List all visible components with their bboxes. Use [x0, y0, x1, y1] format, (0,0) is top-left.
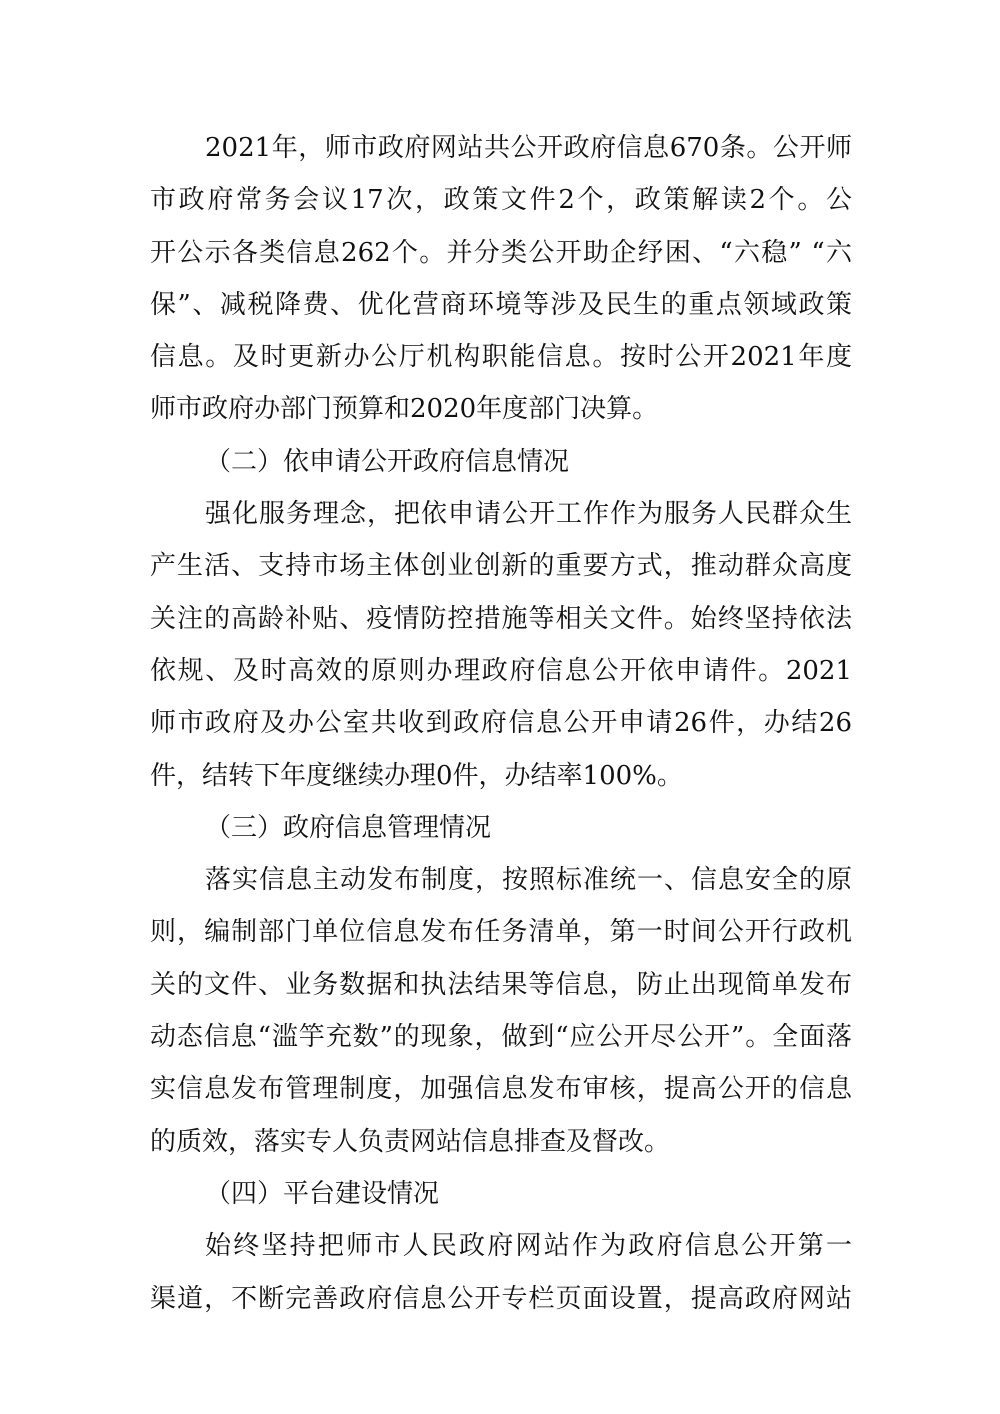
- paragraph-line: 师市政府及办公室共收到政府信息公开申请26件，办结26: [150, 708, 852, 739]
- paragraph-line: 关注的高龄补贴、疫情防控措施等相关文件。始终坚持依法: [150, 603, 852, 634]
- section-heading: （三）政府信息管理情况: [205, 812, 492, 843]
- paragraph-line: 信息。及时更新办公厅机构职能信息。按时公开2021年度: [150, 342, 852, 373]
- paragraph-line: 市政府常务会议17次，政策文件2个，政策解读2个。公: [150, 185, 852, 216]
- paragraph-line: 动态信息“滥竽充数”的现象，做到“应公开尽公开”。全面落: [150, 1022, 852, 1053]
- paragraph-line: 保”、减税降费、优化营商环境等涉及民生的重点领域政策: [150, 289, 852, 320]
- paragraph-line: 件，结转下年度继续办理0件，办结率100%。: [150, 760, 683, 791]
- section-heading: （二）依申请公开政府信息情况: [205, 446, 570, 477]
- document-body: [150, 122, 852, 1325]
- paragraph-line: 渠道，不断完善政府信息公开专栏页面设置，提高政府网站: [150, 1283, 852, 1314]
- paragraph-line: 师市政府办部门预算和2020年度部门决算。: [150, 394, 659, 425]
- paragraph-line: 产生活、支持市场主体创业创新的重要方式，推动群众高度: [150, 551, 852, 582]
- paragraph-line: 始终坚持把师市人民政府网站作为政府信息公开第一: [205, 1231, 852, 1262]
- paragraph-line: 实信息发布管理制度，加强信息发布审核，提高公开的信息: [150, 1074, 852, 1105]
- section-heading: （四）平台建设情况: [205, 1178, 440, 1209]
- paragraph-line: 2021年，师市政府网站共公开政府信息670条。公开师: [205, 133, 852, 163]
- paragraph-line: 关的文件、业务数据和执法结果等信息，防止出现简单发布: [150, 969, 852, 1000]
- paragraph-line: 则，编制部门单位信息发布任务清单，第一时间公开行政机: [150, 917, 852, 948]
- paragraph-line: 的质效，落实专人负责网站信息排查及督改。: [150, 1126, 671, 1157]
- paragraph-line: 开公示各类信息262个。并分类公开助企纾困、“六稳” “六: [150, 237, 852, 268]
- paragraph-line: 落实信息主动发布制度，按照标准统一、信息安全的原: [205, 865, 852, 896]
- paragraph-line: 依规、及时高效的原则办理政府信息公开依申请件。2021: [150, 655, 852, 686]
- paragraph-line: 强化服务理念，把依申请公开工作作为服务人民群众生: [205, 499, 852, 530]
